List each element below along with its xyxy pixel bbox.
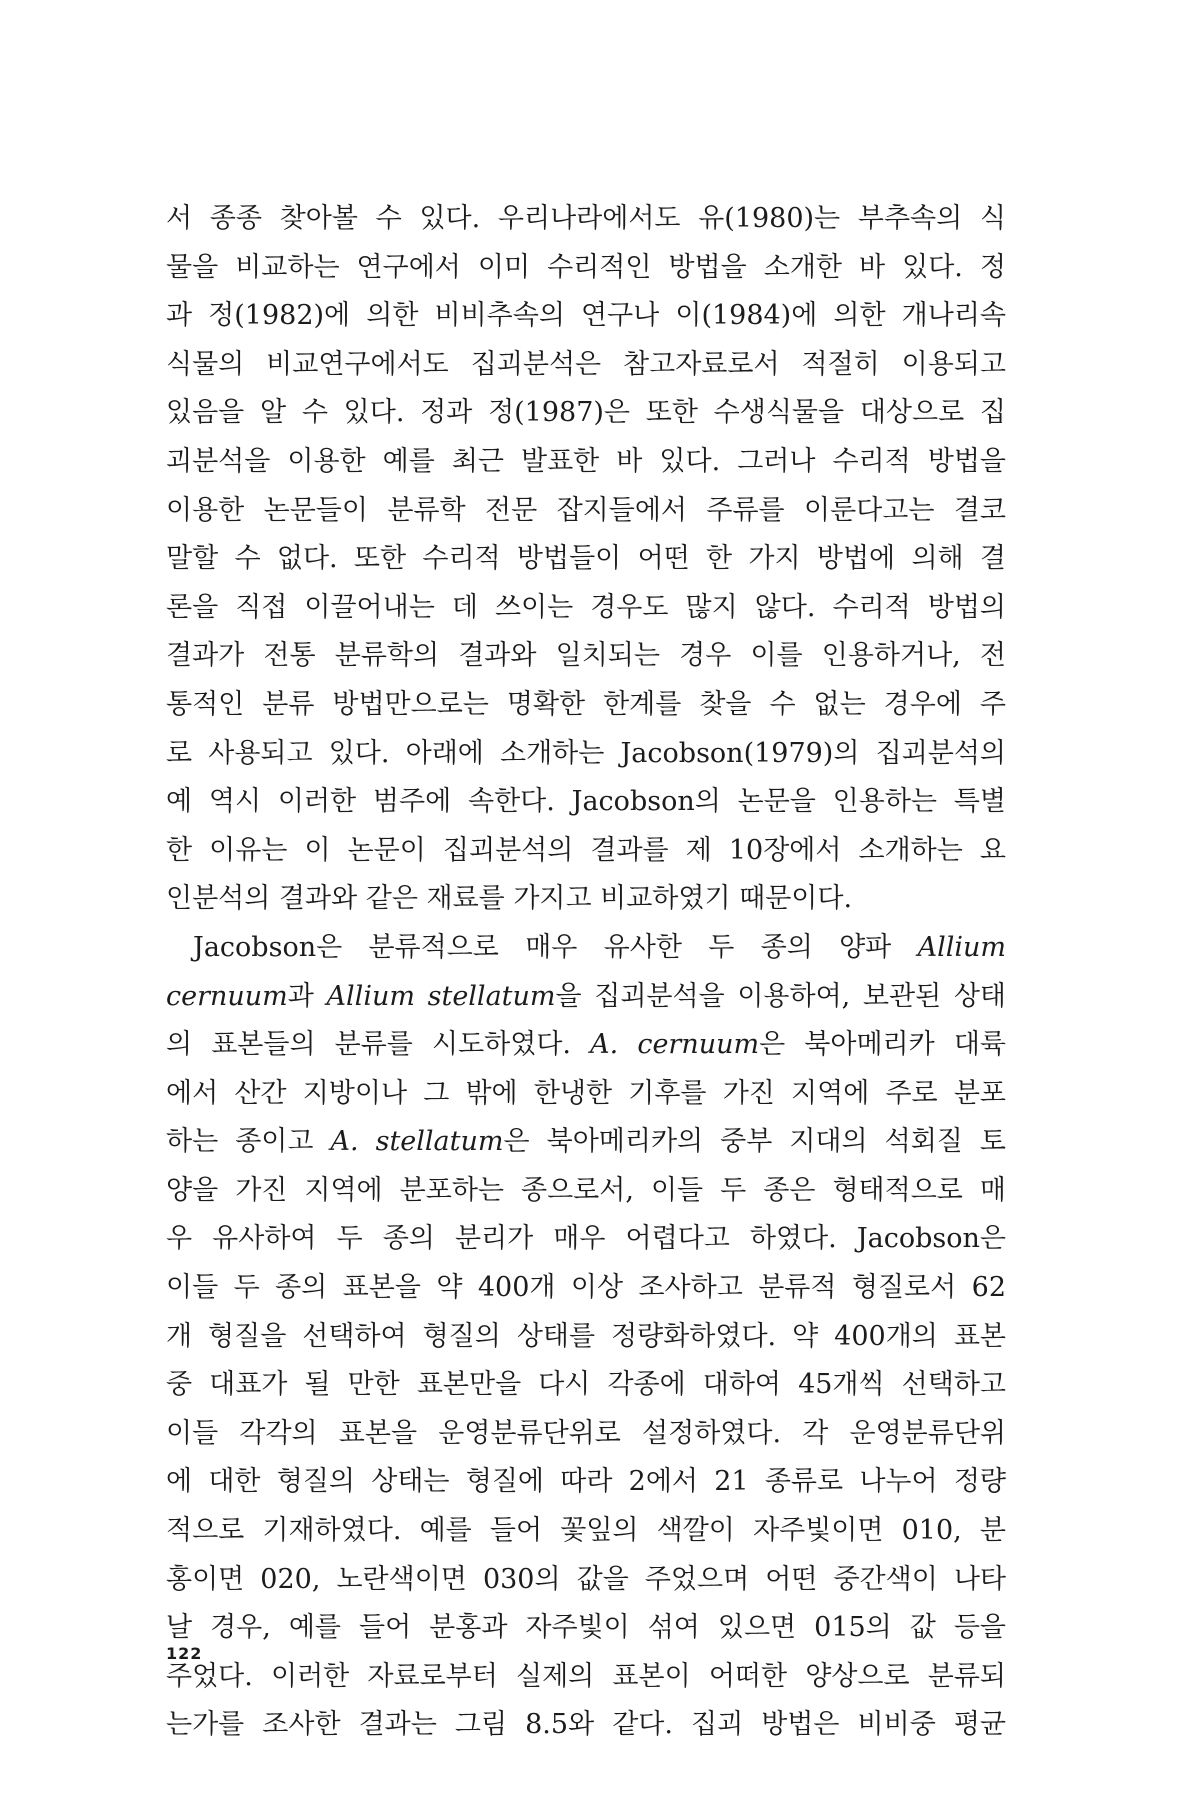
text-run: 은 북아메리카의 중부 지대의 석회질 토 — [503, 1126, 1006, 1158]
species-name: A. stellatum — [330, 1126, 504, 1158]
text-run: Jacobson은 분류적으로 매우 유사한 두 종의 양파 — [193, 931, 918, 963]
text-run: 은 북아메리카 대륙 — [759, 1029, 1006, 1061]
text-line: 홍이면 020, 노란색이면 030의 값을 주었으며 어떤 중간색이 나타 — [166, 1563, 1006, 1595]
text-line: 이용한 논문들이 분류학 전문 잡지들에서 주류를 이룬다고는 결코 — [166, 494, 1006, 526]
species-name: cernuum — [166, 980, 288, 1012]
text-line: 한 이유는 이 논문이 집괴분석의 결과를 제 10장에서 소개하는 요 — [166, 834, 1006, 866]
text-line — [166, 1021, 1006, 1070]
text-run: 의 표본들의 분류를 시도하였다. — [166, 1029, 591, 1061]
text-line: 이들 두 종의 표본을 약 400개 이상 조사하고 분류적 형질로서 62 — [166, 1272, 1006, 1304]
species-name: A. cernuum — [590, 1029, 760, 1061]
text-line: 말할 수 없다. 또한 수리적 방법들이 어떤 한 가지 방법에 의해 결 — [166, 543, 1006, 575]
text-line: 식물의 비교연구에서도 집괴분석은 참고자료로서 적절히 이용되고 — [166, 348, 1006, 380]
text-line: 중 대표가 될 만한 표본만을 다시 각종에 대하여 45개씩 선택하고 — [166, 1369, 1006, 1401]
text-line: 서 종종 찾아볼 수 있다. 우리나라에서도 유(1980)는 부추속의 식 — [166, 203, 1006, 234]
page-number: 122 — [166, 1644, 203, 1663]
text-line: 양을 가진 지역에 분포하는 종으로서, 이들 두 종은 형태적으로 매 — [166, 1174, 1006, 1206]
text-line: 론을 직접 이끌어내는 데 쓰이는 경우도 많지 않다. 수리적 방법의 — [166, 591, 1006, 623]
species-name: Allium — [917, 931, 1006, 963]
text-line: 적으로 기재하였다. 예를 들어 꽃잎의 색깔이 자주빛이면 010, 분 — [166, 1515, 1006, 1547]
text-line: 에서 산간 지방이나 그 밖에 한냉한 기후를 가진 지역에 주로 분포 — [166, 1077, 1006, 1109]
text-run: 과 — [287, 980, 327, 1012]
text-run: 하는 종이고 — [166, 1126, 331, 1158]
text-line: 괴분석을 이용한 예를 최근 발표한 바 있다. 그러나 수리적 방법을 — [166, 445, 1006, 477]
body-text — [166, 195, 1006, 1750]
text-line: 에 대한 형질의 상태는 형질에 따라 2에서 21 종류로 나누어 정량 — [166, 1466, 1006, 1498]
species-name: Allium stellatum — [326, 980, 556, 1012]
text-line: 예 역시 이러한 범주에 속한다. Jacobson의 논문을 인용하는 특별 — [166, 786, 1006, 818]
text-line: 결과가 전통 분류학의 결과와 일치되는 경우 이를 인용하거나, 전 — [166, 640, 1006, 672]
text-line: 우 유사하여 두 종의 분리가 매우 어렵다고 하였다. Jacobson은 — [166, 1223, 1006, 1255]
text-line: 이들 각각의 표본을 운영분류단위로 설정하였다. 각 운영분류단위 — [166, 1417, 1006, 1449]
text-line: 주었다. 이러한 자료로부터 실제의 표본이 어떠한 양상으로 분류되 — [166, 1660, 1006, 1692]
text-line: 있음을 알 수 있다. 정과 정(1987)은 또한 수생식물을 대상으로 집 — [166, 397, 1006, 429]
text-line: 로 사용되고 있다. 아래에 소개하는 Jacobson(1979)의 집괴분석의 — [166, 737, 1006, 769]
text-line — [166, 1118, 1006, 1167]
text-line — [166, 924, 1006, 973]
text-line: 개 형질을 선택하여 형질의 상태를 정량화하였다. 약 400개의 표본 — [166, 1320, 1006, 1352]
text-line: 물을 비교하는 연구에서 이미 수리적인 방법을 소개한 바 있다. 정 — [166, 251, 1006, 283]
text-line: 는가를 조사한 결과는 그림 8.5와 같다. 집괴 방법은 비비중 평균 — [166, 1709, 1006, 1741]
text-line: 날 경우, 예를 들어 분홍과 자주빛이 섞여 있으면 015의 값 등을 — [166, 1612, 1006, 1644]
text-run: 을 집괴분석을 이용하여, 보관된 상태 — [555, 980, 1007, 1012]
text-line — [166, 973, 1006, 1022]
text-line: 과 정(1982)에 의한 비비추속의 연구나 이(1984)에 의한 개나리속 — [166, 300, 1006, 332]
text-line: 인분석의 결과와 같은 재료를 가지고 비교하였기 때문이다. — [166, 883, 853, 915]
text-line: 통적인 분류 방법만으로는 명확한 한계를 찾을 수 없는 경우에 주 — [166, 688, 1006, 720]
